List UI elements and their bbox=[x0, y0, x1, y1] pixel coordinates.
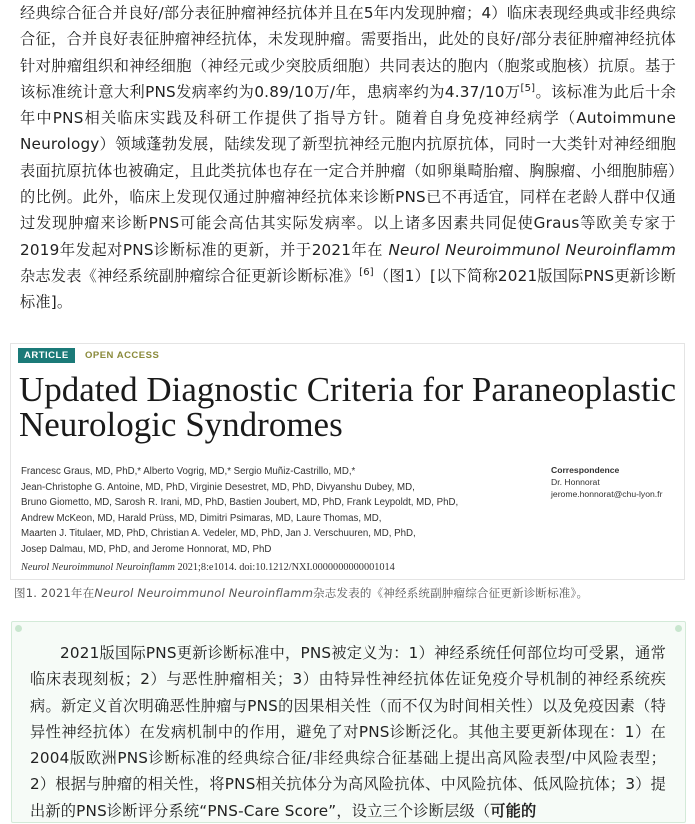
article-badge: ARTICLE bbox=[18, 348, 75, 363]
paper-title: Updated Diagnostic Criteria for Paraneoplastic Neurologic Syndromes bbox=[19, 370, 677, 444]
open-access-label: OPEN ACCESS bbox=[85, 350, 160, 361]
correspondence-block: Correspondence Dr. Honnorat jerome.honnorat@chu-lyon.fr bbox=[551, 464, 681, 500]
figure-caption: 图1. 2021年在Neurol Neuroimmunol Neuroinflamm杂志发表的《神经系统副肿瘤综合征更新诊断标准》。 bbox=[14, 586, 589, 600]
paper-citation: Neurol Neuroimmunol Neuroinflamm 2021;8:e1014. doi:10.1212/NXI.0000000000001014 bbox=[21, 562, 395, 573]
figure-1-image bbox=[10, 343, 685, 580]
correspondence-email: jerome.honnorat@chu-lyon.fr bbox=[551, 489, 663, 499]
corner-dot bbox=[675, 625, 682, 632]
body-paragraph-2: 2021版国际PNS更新诊断标准中，PNS被定义为：1）神经系统任何部位均可受累，通常临床表现刻板；2）与恶性肿瘤相关；3）由特异性神经抗体佐证免疫介导机制的神经系统疾病。新定义首次明确恶性肿瘤与PNS的因果相关性（而不仅为时间相关性）以及免疫因素（特异性神经抗体）在发病机制中的作用，避免了对PNS诊断泛化。其他主要更新体现在：1）在2004版欧洲PNS诊断标准的经典综合征/非经典综合征基础上提出高风险表型/中风险表型；2）根据与肿瘤的相关性，将PNS相关抗体分为高风险抗体、中风险抗体、低风险抗体；3）提出新的PNS诊断评分系统“PNS-Care Score”，设立三个诊断层级（可能的 bbox=[30, 644, 666, 820]
journal-name: Neurol Neuroimmunol Neuroinflamm bbox=[388, 240, 676, 259]
paper-authors: Francesc Graus, MD, PhD,* Alberto Vogrig, MD,* Sergio Muñiz-Castrillo, MD,* Jean-Christophe G. Antoine, MD, PhD, Virginie Desestret, MD, PhD, Divyanshu Dubey, MD, Bruno Giometto, MD, Sarosh R. Irani, MD, PhD, Bastien Joubert, MD, PhD, Frank Leypoldt, MD, PhD, Andrew McKeon, MD, Harald Prüss, MD, Dimitri Psimaras, MD, Laure Thomas, MD, Maarten J. Titulaer, MD, PhD, Christian A. Vedeler, MD, PhD, Jan J. Verschuuren, MD, PhD, Josep Dalmau, MD, PhD, and Jerome Honnorat, MD, PhD bbox=[21, 466, 459, 555]
reference-6[interactable]: [6] bbox=[359, 266, 374, 278]
body-paragraph-1: 经典综合征合并良好/部分表征肿瘤神经抗体并且在5年内发现肿瘤；4）临床表现经典或非经典综合征，合并良好表征肿瘤神经抗体，未发现肿瘤。需要指出，此处的良好/部分表征肿瘤神经抗体针对肿瘤组织和神经细胞（神经元或少突胶质细胞）共同表达的胞内（胞浆或胞核）抗原。基于该标准统计意大利PNS发病率约为0.89/10万/年，患病率约为4.37/10万[5]。该标准为此后十余年中PNS相关临床实践及科研工作提供了指导方针。随着自身免疫神经病学（Autoimmune Neurology）领域蓬勃发展，陆续发现了新型抗神经元胞内抗原抗体，同时一大类针对神经细胞表面抗原抗体也被确定，且此类抗体也存在一定合并肿瘤（如卵巢畸胎瘤、胸腺瘤、小细胞肺癌）的比例。此外，临床上发现仅通过肿瘤神经抗体来诊断PNS已不再适宜，同样在老龄人群中仅通过发现肿瘤来诊断PNS可能会高估其实际发病率。以上诸多因素共同促使Graus等欧美专家于2019年发起对PNS诊断标准的更新，并于2021年在 Neurol Neuroimmunol Neuroinflamm 杂志发表《神经系统副肿瘤综合征更新诊断标准》[6]（图1）[以下简称2021版国际PNS更新诊断标准]。 bbox=[20, 4, 676, 312]
reference-5[interactable]: [5] bbox=[520, 82, 536, 94]
corner-dot bbox=[15, 625, 22, 632]
